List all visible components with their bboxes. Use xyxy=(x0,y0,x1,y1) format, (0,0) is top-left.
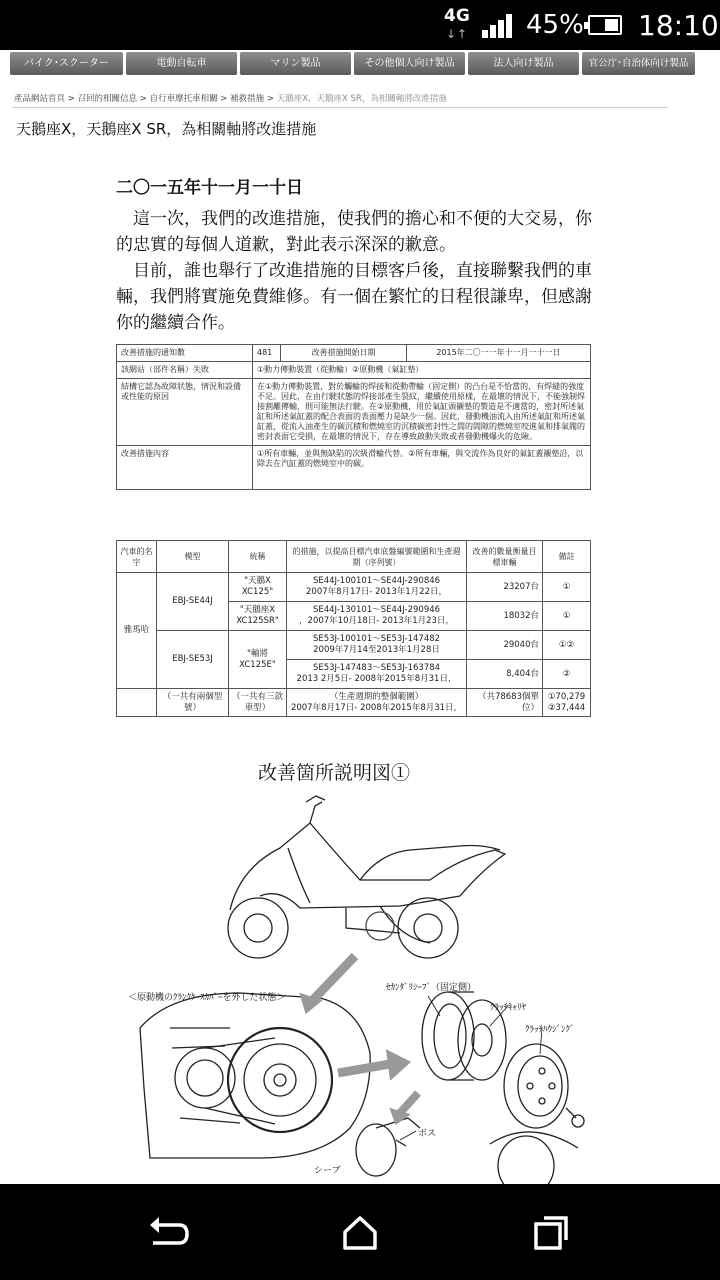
table-row xyxy=(117,573,591,602)
document-date: 二〇一五年十一月一十日 xyxy=(116,178,303,198)
notice-no-label: 改善措施的通知數 xyxy=(117,345,253,362)
range-text: SE44J-130101～SE44J-290946 xyxy=(312,605,441,615)
back-icon[interactable] xyxy=(143,1208,193,1258)
col-header-note: 備註 xyxy=(543,541,591,573)
col-header-range: 的措施，以提高目標汽車底盤編號範圍和生產週期（序列號） xyxy=(287,541,467,573)
common-name-cell: "軸將 XC125E" xyxy=(229,631,287,689)
category-nav xyxy=(0,50,720,80)
count-cell: 8,404台 xyxy=(467,660,543,689)
col-header-common-name: 統稱 xyxy=(229,541,287,573)
breadcrumb-current: 天鵝座X，天鵝座X SR，為相關軸將改進措施 xyxy=(276,94,447,104)
table-row xyxy=(117,631,591,660)
scooter-illustration xyxy=(228,796,505,958)
crankcase-illustration xyxy=(140,993,370,1158)
range-text: SE53J-100101～SE53J-147482 xyxy=(312,634,441,644)
start-date-label: 改善措施開始日期 xyxy=(281,345,407,362)
model-cell: EBJ-SE53J xyxy=(157,631,229,689)
document-paragraph-2: 目前，誰也舉行了改進措施的目標客戶後，直接聯繫我們的車輛，我們將實施免費維修。有一個在繁忙的日程很謙卑，但感謝你的繼續合作。 xyxy=(116,261,592,333)
summary-range-text: （生產週期的整個範圍） xyxy=(329,691,424,702)
common-name-cell: "天鵝X XC125" xyxy=(229,573,287,602)
summary-count: （共78683個單位） xyxy=(467,689,543,717)
clutch-parts-illustration xyxy=(356,992,584,1184)
label-removed-state: ＜原動機のｸﾗﾝｸｹｰｽｶﾊﾞｰを外した状態＞ xyxy=(128,993,286,1003)
col-header-model: 模型 xyxy=(157,541,229,573)
recall-info-table xyxy=(116,344,591,490)
nav-tab-e-bikes[interactable]: 電動自転車 xyxy=(126,52,237,75)
col-header-name: 汽車的名字 xyxy=(117,541,157,573)
range-text: SE53J-147483～SE53J-163784 xyxy=(312,663,441,673)
summary-empty xyxy=(117,689,157,717)
model-cell: EBJ-SE44J xyxy=(157,573,229,631)
signal-icon xyxy=(482,14,516,38)
system-nav-bar xyxy=(0,1184,720,1280)
nav-tab-other-personal[interactable]: その他個人向け製品 xyxy=(354,52,465,75)
common-name-cell: "天鵝座X XC125SR" xyxy=(229,602,287,631)
label-sheave: シーブ xyxy=(314,1166,341,1176)
breadcrumb-recall[interactable]: 召回的相關信息 xyxy=(77,94,138,104)
measure-text: ①所有車輛，並與無缺陷的次級滑輪代替。②所有車輛，與交流作為良好的氣缸蓋襯墊沿，以除去在汽缸蓋的燃燒室中的碳。 xyxy=(253,446,591,490)
failed-part: ①動力傳動裝置（從動輪）②原動機（氣缸墊） xyxy=(253,362,591,379)
summary-names: （一共有三款車型） xyxy=(229,689,287,717)
summary-period-text: 2007年8月17日- 2008年2015年8月31日， xyxy=(290,702,463,713)
cause-label: 結構它認為故障狀態，情況和設備或性能的原因 xyxy=(117,379,253,446)
range-text: SE44J-100101～SE44J-290846 xyxy=(312,576,441,586)
measure-label: 改善措施內容 xyxy=(117,446,253,490)
period-text: 2007年8月17日- 2013年1月22日， xyxy=(306,587,447,597)
home-icon[interactable] xyxy=(335,1208,385,1258)
note-cell: ① xyxy=(543,602,591,631)
breadcrumb: 產品網站首頁 > 召回的相關信息 > 自行車摩托車相關 > 補救措施 > 天鵝座X，天鵝座X SR，為相關軸將改進措施 xyxy=(14,94,447,104)
breadcrumb-bike[interactable]: 自行車摩托車相關 xyxy=(149,94,218,104)
col-header-count: 改善的數量衡量目標車輛 xyxy=(467,541,543,573)
nav-tab-marine[interactable]: マリン製品 xyxy=(240,52,351,75)
range-cell xyxy=(287,631,467,660)
failed-part-label: 該網站（部件名稱）失敗 xyxy=(117,362,253,379)
label-boss: ボス xyxy=(418,1129,437,1139)
maker-cell: 雅馬哈 xyxy=(117,573,157,689)
label-clutch-housing: ｸﾗｯﾁﾊｳｼﾞﾝｸﾞ xyxy=(525,1025,575,1035)
breadcrumb-remedy[interactable]: 補救措施 xyxy=(230,94,265,104)
battery-percent: 45% xyxy=(526,10,584,40)
range-cell xyxy=(287,573,467,602)
divider xyxy=(12,107,668,108)
breadcrumb-home[interactable]: 產品網站首頁 xyxy=(14,94,66,104)
clock: 18:10 xyxy=(638,9,719,42)
start-date: 2015年二〇一一年十一月一十一日 xyxy=(407,345,591,362)
network-type: 4G xyxy=(444,6,470,26)
vehicle-table xyxy=(116,540,591,717)
range-cell xyxy=(287,602,467,631)
document-paragraph-1: 這一次，我們的改進措施，使我們的擔心和不便的大交易，你的忠實的每個人道歉，對此表示深深的歉意。 xyxy=(116,209,592,255)
recents-icon[interactable] xyxy=(526,1208,576,1258)
period-text: 2013 2月5日- 2008年2015年8月31日， xyxy=(296,674,457,684)
label-clutch-carrier: ｸﾗｯﾁｷｬﾘﾔ xyxy=(490,1003,527,1013)
count-cell: 29040台 xyxy=(467,631,543,660)
status-bar xyxy=(0,0,720,50)
period-text: 2009年7月14至2013年1月28日 xyxy=(313,645,440,655)
table-summary-row xyxy=(117,689,591,717)
data-activity-icon: ↓↑ xyxy=(446,27,469,41)
page-title: 天鵝座X，天鵝座X SR，為相關軸將改進措施 xyxy=(16,120,317,138)
notice-no: 481 xyxy=(253,345,281,362)
note-cell: ② xyxy=(543,660,591,689)
figure-title: 改善箇所説明図① xyxy=(258,762,411,784)
summary-range xyxy=(287,689,467,717)
note-cell: ① xyxy=(543,573,591,602)
summary-models: （一共有兩個型號） xyxy=(157,689,229,717)
note-cell: ①② xyxy=(543,631,591,660)
summary-note: ①70,279 ②37,444 xyxy=(543,689,591,717)
count-cell: 18032台 xyxy=(467,602,543,631)
diagram-figure xyxy=(110,788,600,1184)
battery-icon xyxy=(588,15,622,35)
nav-tab-motorcycles[interactable]: バイク･スクーター xyxy=(10,52,123,75)
nav-tab-business[interactable]: 法人向け製品 xyxy=(468,52,579,75)
range-cell xyxy=(287,660,467,689)
nav-tab-government[interactable]: 官公庁･自治体向け製品 xyxy=(582,52,695,75)
count-cell: 23207台 xyxy=(467,573,543,602)
label-secondary-sheave: ｾｶﾝﾀﾞﾘｼｰﾌﾞ（固定側） xyxy=(386,983,477,993)
cause-text: 在①動力傳動裝置，對於觸輪的焊接和從動帶輪（固定側）的凸台是不恰當的，有焊縫的強度不足。因此，在由行駛狀態的焊接部產生裂紋，繼續使用原樣，在最壞的情況下，不能強制焊接割離傳輸，則可能無法行駛。在②原動機，用於氣缸頭襯墊的製造是不適當的，密封所述氣缸和所述氣缸蓋的配合表面的表面壓力是缺少一個。因此，發動機油流入由所述氣缸和所述氣缸蓋，從流入油產生的碳沉積和燃燒室的沉積碳密封性之間的間隙的燃燒室咬進氣和排氣閥的密封表面它受損，在最壞的情況下，存在導致啟動失敗或者發動機爆火的危險。 xyxy=(253,379,591,446)
period-text: ，2007年10月18日- 2013年1月23日， xyxy=(299,616,454,626)
scooter-diagram xyxy=(110,788,600,1184)
